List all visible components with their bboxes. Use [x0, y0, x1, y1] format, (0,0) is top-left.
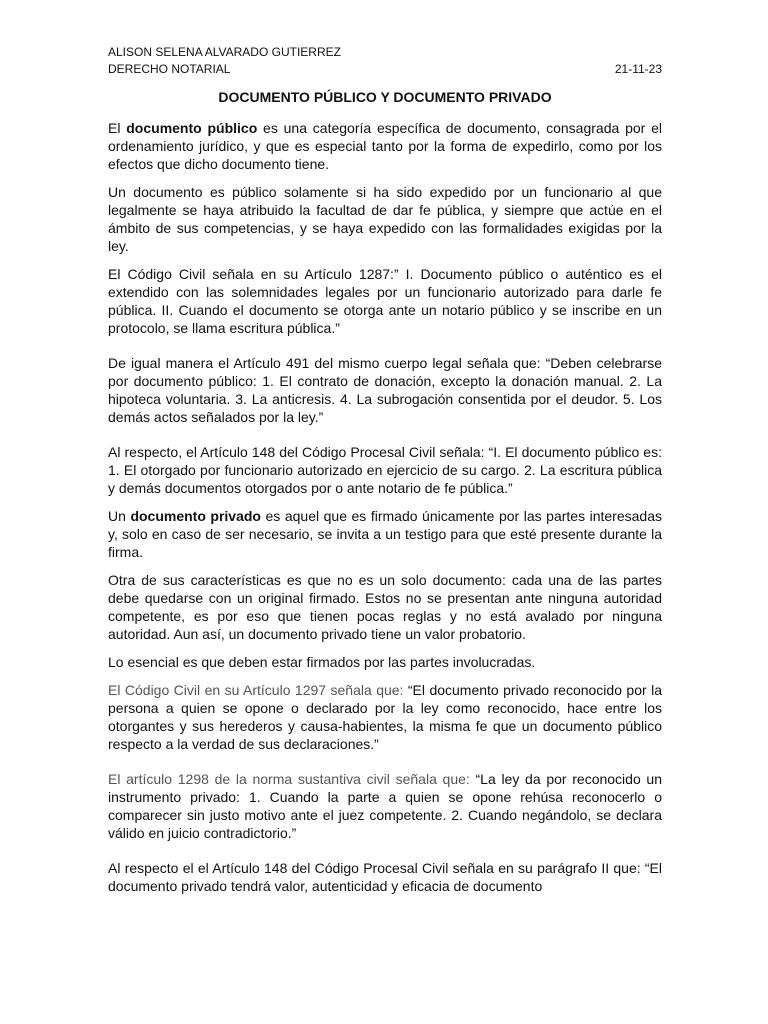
paragraph-signatures: Lo esencial es que deben estar firmados por las partes involucradas. [108, 654, 536, 670]
paragraph-private-characteristics: Otra de sus características es que no es un solo documento: cada una de las partes debe quedarse con un original firmado. Estos no se presentan ante ninguna autoridad competente, es por eso que tienen pocas reglas y no está avalado por ninguna autoridad. Aun así, un documento privado tiene un valor probatorio. [108, 572, 662, 642]
paragraph-lead: El Código Civil en su Artículo 1297 señala que: [108, 682, 408, 698]
paragraph-lead: El [108, 120, 127, 136]
document-date: 21-11-23 [614, 61, 662, 76]
paragraph-article-148-ii: Al respecto el el Artículo 148 del Código Procesal Civil señala en su parágrafo II que: “El documento privado tendrá valor, autenticidad y eficacia de documento [108, 860, 662, 894]
paragraph-public-issuance: Un documento es público solamente si ha sido expedido por un funcionario al que legalmente se haya atribuido la facultad de dar fe pública, y siempre que actúe en el ámbito de sus competencias, y se haya expedido con las formalidades exigidas por la ley. [108, 184, 662, 254]
paragraph-article-1297 [108, 681, 662, 753]
document-header [108, 44, 662, 77]
paragraph-private-definition [108, 507, 662, 561]
paragraph-rest: “La ley da por reconocido un instrumento privado: 1. Cuando la parte a quien se opone rehúsa reconocerlo o comparecer sin justo motivo ante el juez competente. 2. Cuando negándolo, se declara válido en juicio contradictorio.” [108, 771, 663, 841]
header-row [108, 61, 662, 78]
paragraph-rest: es una categoría específica de documento, consagrada por el ordenamiento jurídico, y que es especial tanto por la forma de expedirlo, como por los efectos que dicho documento tiene. [108, 120, 662, 172]
author-name: ALISON SELENA ALVARADO GUTIERREZ [108, 45, 341, 59]
paragraph-rest: es aquel que es firmado únicamente por las partes interesadas y, solo en caso de ser necesario, se invita a un testigo para que esté presente durante la firma. [108, 508, 662, 560]
document-title: DOCUMENTO PÚBLICO Y DOCUMENTO PRIVADO [218, 89, 552, 105]
document-page [108, 44, 662, 905]
paragraph-article-491: De igual manera el Artículo 491 del mismo cuerpo legal señala que: “Deben celebrarse por documento público: 1. El contrato de donación, excepto la donación manual. 2. La hipoteca voluntaria. 3. La anticresis. 4. La subrogación consentida por el deudor. 5. Los demás actos señalados por la ley.” [108, 355, 662, 425]
paragraph-article-1298 [108, 770, 662, 842]
paragraph-article-148: Al respecto, el Artículo 148 del Código Procesal Civil señala: “I. El documento público es: 1. El otorgado por funcionario autorizado en ejercicio de su cargo. 2. La escritura pública y demás documentos otorgados por o ante notario de fe pública.” [108, 444, 662, 496]
term-documento-publico: documento público [126, 120, 258, 136]
paragraph-lead: El artículo 1298 de la norma sustantiva civil señala que: [108, 771, 476, 787]
paragraph-rest: “El documento privado reconocido por la persona a quien se opone o declarado por la ley como reconocido, hace entre los otorgantes y sus herederos y causa-habientes, la misma fe que un documento público respecto a la verdad de sus declaraciones.” [108, 682, 662, 752]
term-documento-privado: documento privado [130, 508, 261, 524]
subject-name: DERECHO NOTARIAL [108, 61, 231, 76]
paragraph-public-definition [108, 119, 662, 173]
paragraph-lead: Un [108, 508, 131, 524]
paragraph-article-1287: El Código Civil señala en su Artículo 1287:” I. Documento público o auténtico es el extendido con las solemnidades legales por un funcionario autorizado para darle fe pública. II. Cuando el documento se otorga ante un notario público y se inscribe en un protocolo, se llama escritura pública.” [108, 266, 662, 336]
